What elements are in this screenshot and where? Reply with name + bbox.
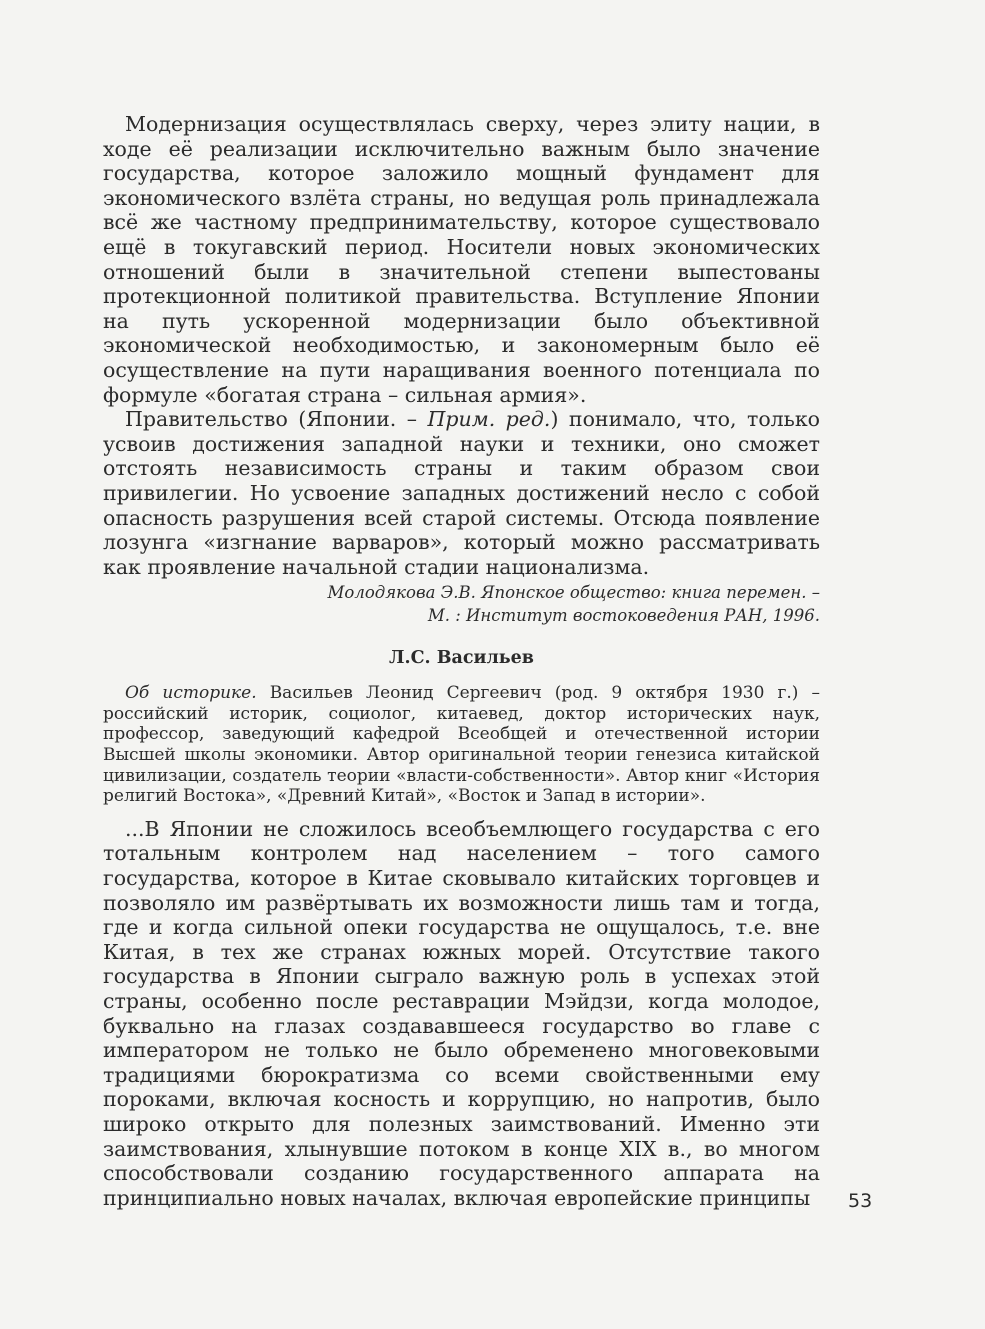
section-heading: Л.С. Васильев xyxy=(389,648,534,669)
author-bio xyxy=(103,683,820,807)
paragraph-japan-state: ...В Японии не сложилось всеобъемлющего государства с его тотальным контролем над населением – того самого государства, которое в Китае сковывало китайских торговцев и позволяло им развёртывать их возможности лишь там и тогда, где и когда сильной опеки государства не ощущалось, т.е. вне Китая, в тех же странах южных морей. Отсутствие такого государства в Японии сыграло важную роль в успехах этой страны, особенно после реставрации Мэйдзи, когда молодое, буквально на глазах создававшееся государство во главе с императором не только не было обременено многовековыми традициями бюрократизма со всеми свойственными ему пороками, включая косность и коррупцию, но напротив, было широко открыто для полезных заимствований. Именно эти заимствования, хлынувшие потоком в конце XIX в., во многом способствовали созданию государственного аппарата на принципиально новых началах, включая европейские принципы xyxy=(103,816,820,1210)
source-citation xyxy=(103,581,820,627)
editor-note: Прим. ред. xyxy=(427,407,551,432)
paragraph-government-start: Правительство (Японии. – xyxy=(125,407,428,432)
paragraph-modernization: Модернизация осуществлялась сверху, через элиту нации, в ходе её реализации исключительно важным было значение государства, которое заложило мощный фундамент для экономического взлёта страны, но ведущая роль принадлежала всё же частному предпринимательству, которое существовало ещё в токугавский период. Носители новых экономических отношений были в значительной степени выпестованы протекционной политикой правительства. Вступление Японии на путь ускоренной модернизации было объективной экономической необходимостью, и закономерным было её осуществление на пути наращивания военного потенциала по формуле «богатая страна – сильная армия». xyxy=(103,112,820,407)
page-number: 53 xyxy=(848,1190,873,1212)
bio-text: Васильев Леонид Сергеевич (род. 9 октября 1930 г.) – российский историк, социолог, китаевед, доктор исторических наук, профессор, заведующий кафедрой Всеобщей и отечественной истории Высшей школы экономики. Автор оригинальной теории генезиса китайской цивилизации, создатель теории «власти-собственности». Автор книг «История религий Востока», «Древний Китай», «Восток и Запад в истории». xyxy=(103,683,820,807)
citation-line-1: Молодякова Э.В. Японское общество: книга перемен. – xyxy=(327,583,820,603)
bio-lead: Об историке. xyxy=(125,683,257,704)
citation-line-2: М. : Институт востоковедения РАН, 1996. xyxy=(427,606,820,626)
paragraph-government xyxy=(103,407,820,579)
paragraph-government-rest: ) понимало, что, только усвоив достижения западной науки и техники, оно сможет отстоять независимость страны и таким образом свои привилегии. Но усвоение западных достижений несло с собой опасность разрушения всей старой системы. Отсюда появление лозунга «изгнание варваров», который можно рассматривать как проявление начальной стадии национализма. xyxy=(103,407,821,579)
page-body xyxy=(103,112,820,1210)
